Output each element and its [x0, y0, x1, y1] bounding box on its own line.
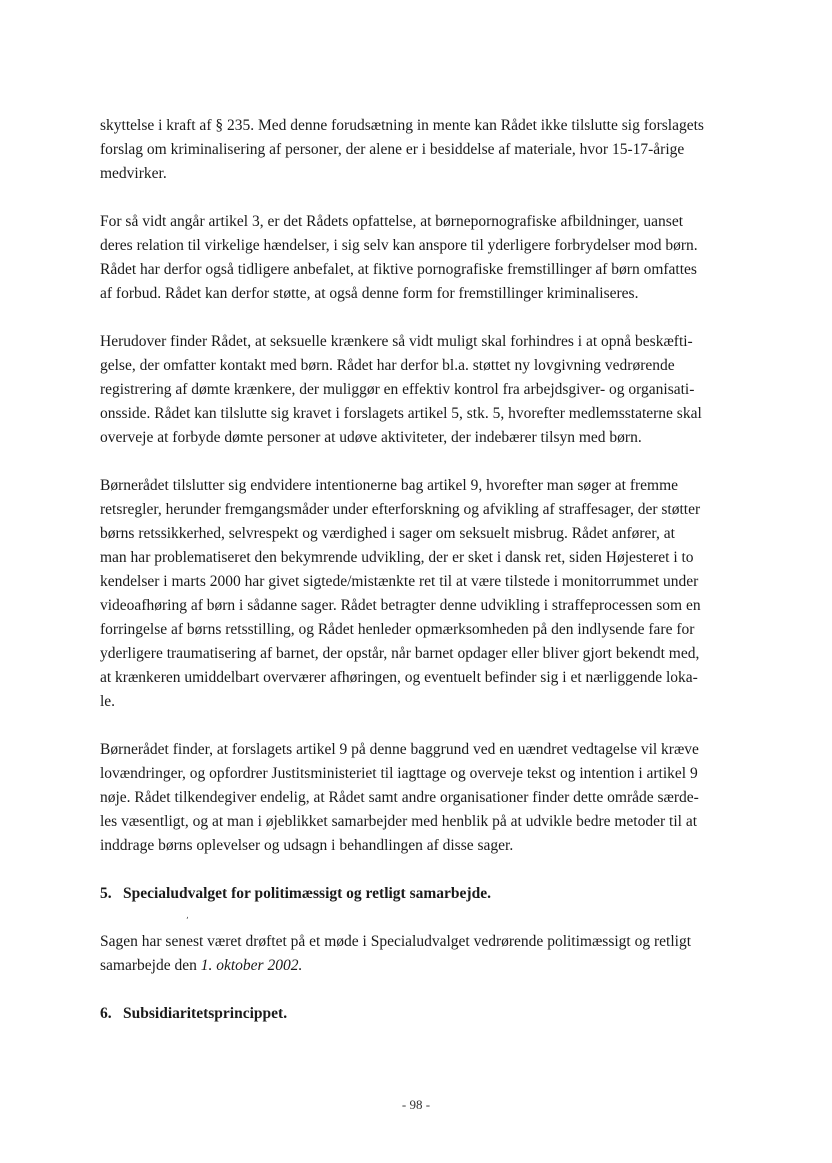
scan-speck-mark: , [186, 911, 189, 921]
paragraph-1 [100, 114, 760, 186]
section-title: Specialudvalget for politimæssigt og retligt samarbejde. [123, 885, 491, 902]
text-line: forringelse af børns retsstilling, og Rådet henleder opmærksomheden på den indlysende fare for [100, 621, 695, 638]
text-line: overveje at forbyde dømte personer at udøve aktiviteter, der indebærer tilsyn med børn. [100, 429, 642, 446]
text-line: Børnerådet finder, at forslagets artikel 9 på denne baggrund ved en uændret vedtagelse vil kræve [100, 741, 699, 758]
document-page [100, 114, 760, 1050]
text-line: videoafhøring af børn i sådanne sager. Rådet betragter denne udvikling i straffeprocessen som en [100, 597, 701, 614]
paragraph-4 [100, 474, 760, 714]
text-line: deres relation til virkelige hændelser, i sig selv kan anspore til yderligere forbrydelser mod børn. [100, 237, 698, 254]
paragraph-5 [100, 738, 760, 858]
section-5-heading [100, 882, 760, 906]
text-line: yderligere traumatisering af barnet, der opstår, når barnet opdager eller bliver gjort bekendt med, [100, 645, 700, 662]
text-line: kendelser i marts 2000 har givet sigtede/mistænkte ret til at være tilstede i monitorrummet under [100, 573, 699, 590]
text-line: le. [100, 693, 116, 710]
section-number: 6. [100, 1005, 112, 1022]
text-line: skyttelse i kraft af § 235. Med denne forudsætning in mente kan Rådet ikke tilslutte sig forslagets [100, 117, 704, 134]
section-6-heading [100, 1002, 760, 1026]
section-5-paragraph [100, 930, 760, 978]
meeting-date: 1. oktober 2002. [200, 957, 303, 974]
text-line: medvirker. [100, 165, 167, 182]
text-line: forslag om kriminalisering af personer, der alene er i besiddelse af materiale, hvor 15-17-årige [100, 141, 685, 158]
paragraph-2 [100, 210, 760, 306]
text-line: Rådet har derfor også tidligere anbefalet, at fiktive pornografiske fremstillinger af børn omfattes [100, 261, 697, 278]
text-line: retsregler, herunder fremgangsmåder under efterforskning og afvikling af straffesager, der støtter [100, 501, 701, 518]
section-title: Subsidiaritetsprincippet. [123, 1005, 288, 1022]
text-line: For så vidt angår artikel 3, er det Rådets opfattelse, at børnepornografiske afbildninger, uanset [100, 213, 684, 230]
text-line: man har problematiseret den bekymrende udvikling, der er sket i dansk ret, siden Højesteret i to [100, 549, 694, 566]
page-number: - 98 - [401, 1097, 431, 1112]
paragraph-3 [100, 330, 760, 450]
text-line [100, 954, 760, 978]
text-line: børns retssikkerhed, selvrespekt og værdighed i sager om seksuelt misbrug. Rådet anfører, at [100, 525, 675, 542]
text-line: inddrage børns oplevelser og udsagn i behandlingen af disse sager. [100, 837, 514, 854]
text-line: lovændringer, og opfordrer Justitsministeriet til iagttage og overveje tekst og intention i artikel 9 [100, 765, 698, 782]
section-number: 5. [100, 885, 112, 902]
text-line: les væsentligt, og at man i øjeblikket samarbejder med henblik på at udvikle bedre metoder til at [100, 813, 698, 830]
text-line: nøje. Rådet tilkendegiver endelig, at Rådet samt andre organisationer finder dette område særde- [100, 789, 699, 806]
text-line: registrering af dømte krænkere, der muliggør en effektiv kontrol fra arbejdsgiver- og organisati- [100, 381, 695, 398]
text-line: gelse, der omfatter kontakt med børn. Rådet har derfor bl.a. støttet ny lovgivning vedrørende [100, 357, 675, 374]
text-line: onsside. Rådet kan tilslutte sig kravet i forslagets artikel 5, stk. 5, hvorefter medlemsstaterne skal [100, 405, 702, 422]
text-line: Børnerådet tilslutter sig endvidere intentionerne bag artikel 9, hvorefter man søger at fremme [100, 477, 679, 494]
text-fragment: samarbejde den [100, 957, 201, 974]
text-line: af forbud. Rådet kan derfor støtte, at også denne form for fremstillinger kriminaliseres. [100, 285, 639, 302]
text-line: Sagen har senest været drøftet på et møde i Specialudvalget vedrørende politimæssigt og retligt [100, 933, 692, 950]
text-line: at krænkeren umiddelbart overværer afhøringen, og eventuelt befinder sig i et nærliggende loka- [100, 669, 698, 686]
text-line: Herudover finder Rådet, at seksuelle krænkere så vidt muligt skal forhindres i at opnå beskæfti- [100, 333, 693, 350]
